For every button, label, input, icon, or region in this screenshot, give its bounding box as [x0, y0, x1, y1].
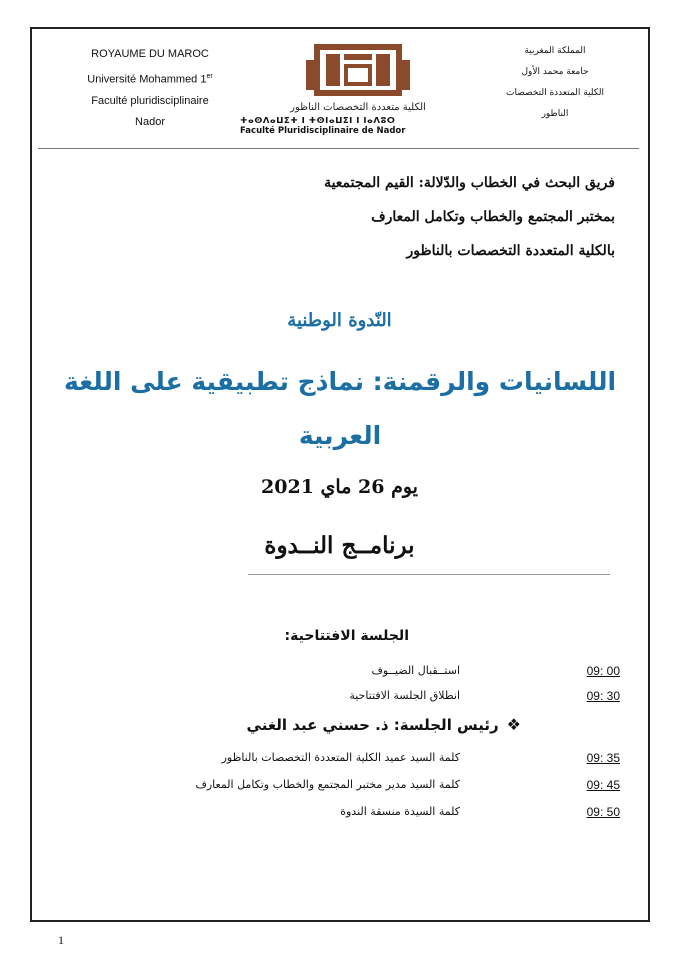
opening-session-heading: الجلسة الافتتاحية:: [284, 628, 409, 644]
program-divider: [248, 574, 610, 575]
session-chair: ❖رئيس الجلسة: ذ. حسني عبد الغني: [246, 715, 521, 734]
header-arabic-line: جامعة محمد الأول: [521, 67, 589, 77]
schedule-row: [40, 805, 620, 825]
schedule-row: [40, 689, 620, 709]
event-label: النّدوة الوطنية: [287, 310, 392, 331]
schedule-time: 09: 45: [586, 778, 620, 792]
faculty-logo: [238, 40, 478, 135]
schedule-time: 09: 35: [586, 751, 620, 765]
schedule-label: كلمة السيد عميد الكلية المتعددة التخصصات بالناظور: [221, 751, 460, 764]
schedule-time: 09: 50: [586, 805, 620, 819]
header-latin-line: ROYAUME DU MAROC: [91, 48, 209, 60]
event-title: اللسانيات والرقمنة: نماذج تطبيقية على اللغة العربية: [63, 367, 617, 450]
schedule-row: [40, 751, 620, 771]
schedule-row: [40, 664, 620, 684]
team-line: بمختبر المجتمع والخطاب وتكامل المعارف: [371, 209, 615, 225]
logo-arabic-text: الكلية متعددة التخصصات الناظور: [290, 102, 426, 113]
schedule-label: انطلاق الجلسة الافتتاحية: [349, 689, 460, 702]
faculty-emblem-icon: [306, 40, 410, 100]
header-latin-line: Nador: [135, 116, 165, 129]
header-latin-line: Faculté pluridisciplinaire: [91, 94, 209, 107]
header-arabic-line: الكلية المتعددة التخصصات: [506, 88, 604, 98]
schedule-time: 09: 00: [586, 664, 620, 678]
logo-french-text: Faculté Pluridisciplinaire de Nador: [240, 126, 406, 136]
schedule-label: استــقبال الضيــوف: [371, 664, 460, 677]
research-team: [55, 166, 615, 268]
header-arabic-line: المملكة المغربية: [524, 46, 586, 56]
schedule-label: كلمة السيد مدير مختبر المجتمع والخطاب وتكامل المعارف: [195, 778, 460, 791]
diamond-bullet-icon: ❖: [506, 715, 521, 734]
logo-amazigh-text: ⵜⴰⵙⴷⴰⵡⵉⵜ ⵏ ⵜⵙⵏⴰⵡⵉⵏ ⵏ ⵏⴰⴷⵓⵔ: [240, 116, 396, 126]
team-line: فريق البحث في الخطاب والدّلالة: القيم المجتمعية: [324, 175, 615, 191]
schedule-time: 09: 30: [586, 689, 620, 703]
header-arabic: [490, 41, 620, 125]
header-latin-line: Université Mohammed 1er: [87, 72, 213, 86]
page-number: 1: [58, 933, 64, 947]
team-line: بالكلية المتعددة التخصصات بالناظور: [406, 243, 615, 259]
header-divider: [38, 148, 639, 149]
header-latin: [80, 44, 220, 134]
event-date: يوم 26 ماي 2021: [261, 476, 418, 498]
schedule-row: [40, 778, 620, 798]
header-arabic-line: الناظور: [541, 109, 569, 119]
program-title: برنامــج النــدوة: [264, 532, 415, 559]
schedule-label: كلمة السيدة منسقة الندوة: [340, 805, 460, 818]
